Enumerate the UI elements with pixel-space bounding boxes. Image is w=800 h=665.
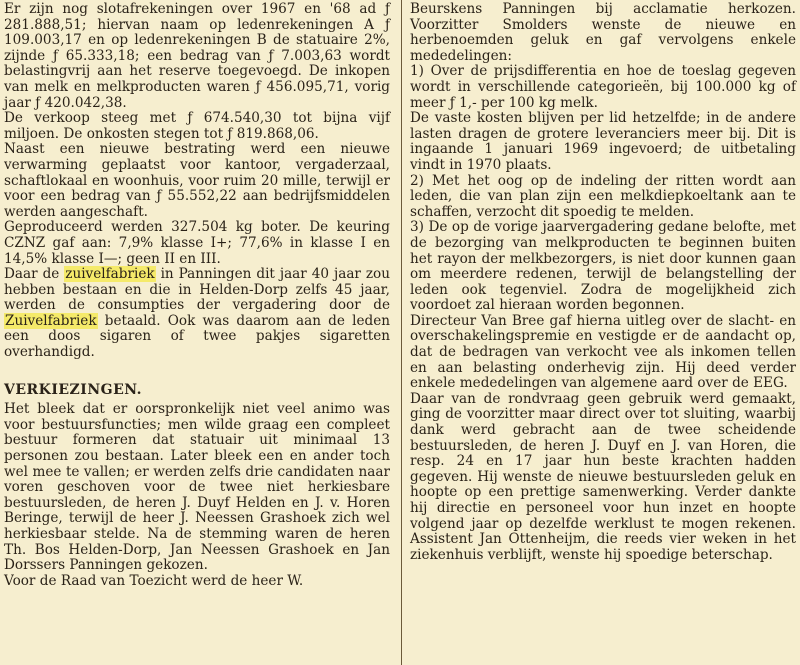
paragraph-slotafrekeningen: Er zijn nog slotafrekeningen over 1967 en '68 ad ƒ 281.888,51; hiervan naam op ledenrekeningen A ƒ 109.003,17 en op ledenrekeningen B de statuaire 2%, zijnde ƒ 65.333,18; een bedrag van ƒ 7.003,63 wordt belastingvrij aan het reserve toegevoegd. De inkopen van melk en melkproducten waren ƒ 456.095,71, vorig jaar ƒ 420.042,38.: [4, 1, 390, 111]
column-divider: [401, 0, 402, 665]
paragraph-mededeling-1: 1) Over de prijsdifferentia en hoe de toeslag gegeven wordt in verschillende categorieën, bij 100.000 kg of meer ƒ 1,- per 100 kg melk.: [410, 63, 796, 111]
highlighted-term-zuivelfabriek: Zuivelfabriek: [5, 312, 97, 329]
paragraph-jubileum: [4, 267, 390, 361]
highlighted-term-zuivelfabriek: zuivelfabriek: [65, 266, 155, 283]
paragraph-bestrating: Naast een nieuwe bestrating werd een nieuwe verwarming geplaatst voor kantoor, vergaderzaal, schaftlokaal en woonhuis, voor ruim 20 mille, terwijl er voor een bedrag van ƒ 55.552,22 aan bedrijfsmiddelen werden aangeschaft.: [4, 141, 390, 220]
paragraph-sluiting: Daar van de rondvraag geen gebruik werd gemaakt, ging de voorzitter maar direct over tot sluiting, waarbij dank werd gebracht aan de twee scheidende bestuursleden, de heren J. Duyf en J. van Horen, die resp. 24 en 17 jaar hun beste krachten hadden gegeven. Hij wenste de nieuwe bestuursleden geluk en hoopte op een prettige samenwerking. Verder dankte hij directie en personeel voor hun inzet en hoopte volgend jaar op dezelfde werklust te mogen rekenen. Assistent Jan Ottenheijm, die reeds vier weken in het ziekenhuis verblijft, wenste hij spoedige beterschap.: [410, 390, 796, 563]
paragraph-verkiezingen: Het bleek dat er oorspronkelijk niet veel animo was voor bestuursfuncties; men wilde graag een compleet bestuur formeren dat statuair uit minimaal 13 personen zou bestaan. Later bleek een en ander toch wel mee te vallen; er werden zelfs drie candidaten naar voren geschoven voor de twee niet herkiesbare bestuursleden, de heren J. Duyf Helden en J. v. Horen Beringe, terwijl de heer J. Neessen Grashoek zich wel herkiesbaar stelde. Na de stemming waren de heren Th. Bos Helden-Dorp, Jan Neessen Grashoek en Jan Dorssers Panningen gekozen.: [4, 401, 390, 574]
paragraph-vaste-kosten: De vaste kosten blijven per lid hetzelfde; in de andere lasten dragen de grotere leveranciers meer bij. Dit is ingaande 1 januari 1969 ingevoerd; de uitbetaling vindt in 1970 plaats.: [410, 110, 796, 173]
section-heading-verkiezingen: VERKIEZINGEN.: [4, 381, 143, 398]
paragraph-verkoop: De verkoop steeg met ƒ 674.540,30 tot bijna vijf miljoen. De onkosten stegen tot ƒ 819.868,06.: [4, 110, 390, 142]
paragraph-herkozen: Beurskens Panningen bij acclamatie herkozen. Voorzitter Smolders wenste de nieuwe en herbenoemden geluk en gaf vervolgens enkele mededelingen:: [410, 1, 796, 64]
paragraph-directeur: Directeur Van Bree gaf hierna uitleg over de slacht- en overschakelingspremie en vestigde er de aandacht op, dat de bedragen van verkocht vee als inkomen tellen en aan belasting onderhevig zijn. Hij deed verder enkele mededelingen van algemene aard over de EEG.: [410, 312, 796, 392]
text-fragment: Daar de: [4, 266, 65, 283]
paragraph-mededeling-3: 3) De op de vorige jaarvergadering gedane belofte, met de bezorging van melkproducten te beginnen buiten het rayon der melkbezorgers, is niet door kunnen gaan om meerdere redenen, terwijl de belangstelling der leden ook tegenviel. Zodra de mogelijkheid zich voordoet zal hieraan worden begonnen.: [410, 219, 796, 314]
text-fragment: betaald. Ook was daarom aan de leden een doos sigaren of twee pakjes sigaretten overhandigd.: [4, 312, 390, 361]
text-fragment: in Panningen dit jaar 40 jaar zou hebben bestaan en die in Helden-Dorp zelfs 45 jaar, werden de consumpties der vergadering door de: [4, 266, 391, 314]
paragraph-raad-van-toezicht: Voor de Raad van Toezicht werd de heer W.: [4, 572, 304, 589]
left-column: [4, 0, 392, 589]
paragraph-mededeling-2: 2) Met het oog op de indeling der ritten wordt aan leden, die van plan zijn een melkdiepkoeltank aan te schaffen, verzocht dit spoedig te melden.: [410, 172, 796, 220]
right-column: [410, 0, 796, 563]
paragraph-boter: Geproduceerd werden 327.504 kg boter. De keuring CZNZ gaf aan: 7,9% klasse I+; 77,6% in klasse I en 14,5% klasse I—; geen II en III.: [4, 219, 390, 267]
